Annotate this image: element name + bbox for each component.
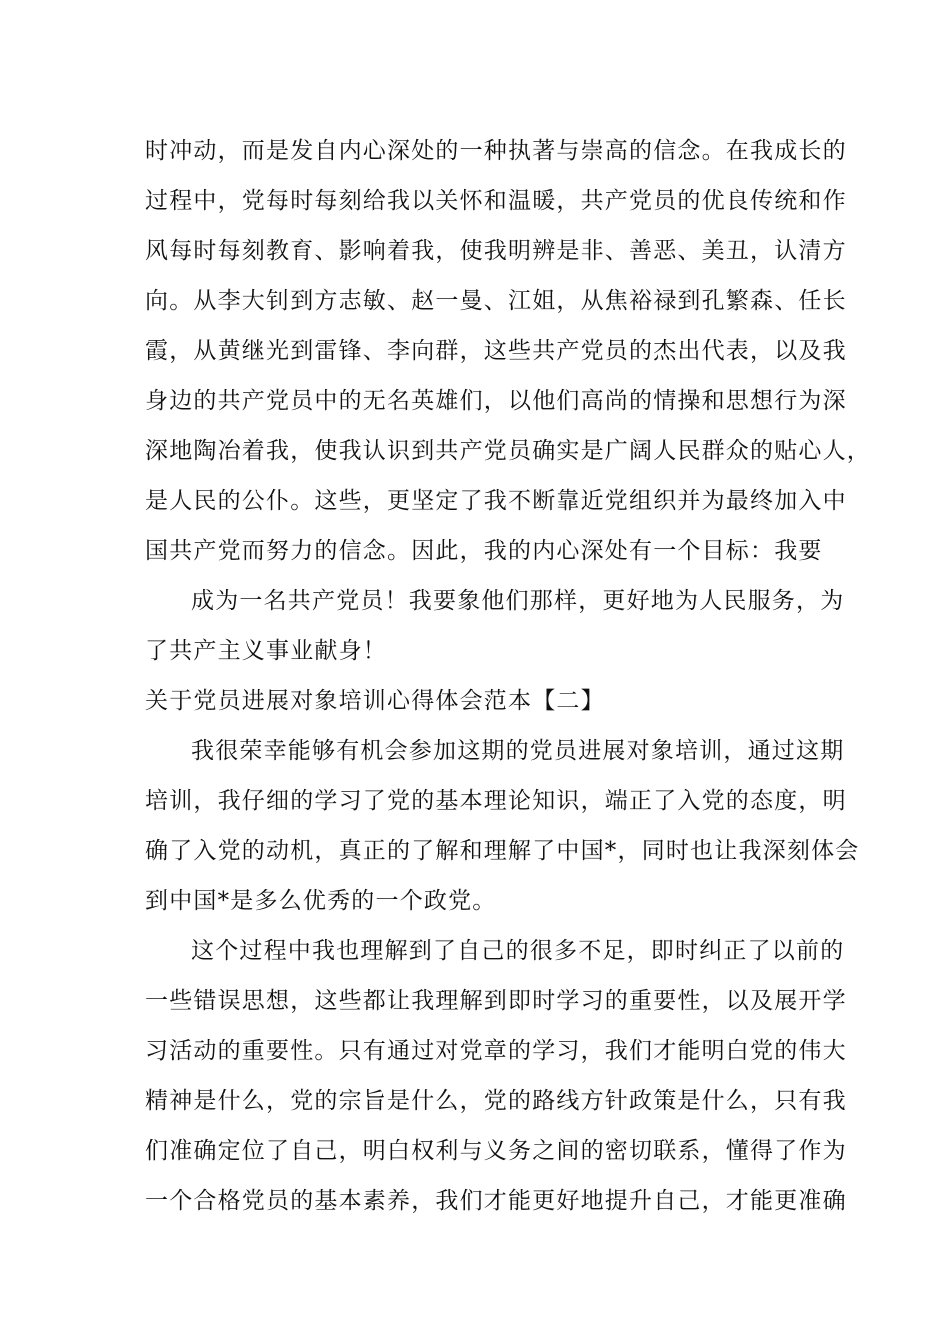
- paragraph-line-16: 到中国*是多么优秀的一个政党。: [145, 888, 497, 914]
- paragraph-line-6: 身边的共产党员中的无名英雄们，以他们高尚的情操和思想行为深: [145, 388, 847, 414]
- paragraph-line-2: 过程中，党每时每刻给我以关怀和温暖，共产党员的优良传统和作: [145, 188, 847, 214]
- paragraph-line-19: 习活动的重要性。只有通过对党章的学习，我们才能明白党的伟大: [145, 1038, 847, 1064]
- paragraph-line-10: 成为一名共产党员！我要象他们那样，更好地为人民服务，为: [191, 588, 845, 614]
- paragraph-line-17: 这个过程中我也理解到了自己的很多不足，即时纠正了以前的: [191, 938, 845, 964]
- paragraph-line-9: 国共产党而努力的信念。因此，我的内心深处有一个目标：我要: [145, 538, 823, 564]
- paragraph-line-8: 是人民的公仆。这些，更坚定了我不断靠近党组织并为最终加入中: [145, 488, 847, 514]
- paragraph-line-21: 们准确定位了自己，明白权利与义务之间的密切联系，懂得了作为: [145, 1138, 847, 1164]
- section-heading: 关于党员进展对象培训心得体会范本【二】: [145, 688, 605, 714]
- paragraph-line-13: 我很荣幸能够有机会参加这期的党员进展对象培训，通过这期: [191, 738, 845, 764]
- paragraph-line-7: 深地陶冶着我，使我认识到共产党员确实是广阔人民群众的贴心人，: [145, 438, 871, 464]
- paragraph-line-5: 霞，从黄继光到雷锋、李向群，这些共产党员的杰出代表，以及我: [145, 338, 847, 364]
- paragraph-line-3: 风每时每刻教育、影响着我，使我明辨是非、善恶、美丑，认清方: [145, 238, 847, 264]
- paragraph-line-22: 一个合格党员的基本素养，我们才能更好地提升自己，才能更准确: [145, 1188, 847, 1214]
- paragraph-line-11: 了共产主义事业献身！: [145, 638, 387, 664]
- paragraph-line-4: 向。从李大钊到方志敏、赵一曼、江姐，从焦裕禄到孔繁森、任长: [145, 288, 847, 314]
- paragraph-line-14: 培训，我仔细的学习了党的基本理论知识，端正了入党的态度，明: [145, 788, 847, 814]
- paragraph-line-1: 时冲动，而是发自内心深处的一种执著与崇高的信念。在我成长的: [145, 138, 847, 164]
- paragraph-line-15: 确了入党的动机，真正的了解和理解了中国*，同时也让我深刻体会: [145, 838, 860, 864]
- paragraph-line-18: 一些错误思想，这些都让我理解到即时学习的重要性，以及展开学: [145, 988, 847, 1014]
- paragraph-line-20: 精神是什么，党的宗旨是什么，党的路线方针政策是什么，只有我: [145, 1088, 847, 1114]
